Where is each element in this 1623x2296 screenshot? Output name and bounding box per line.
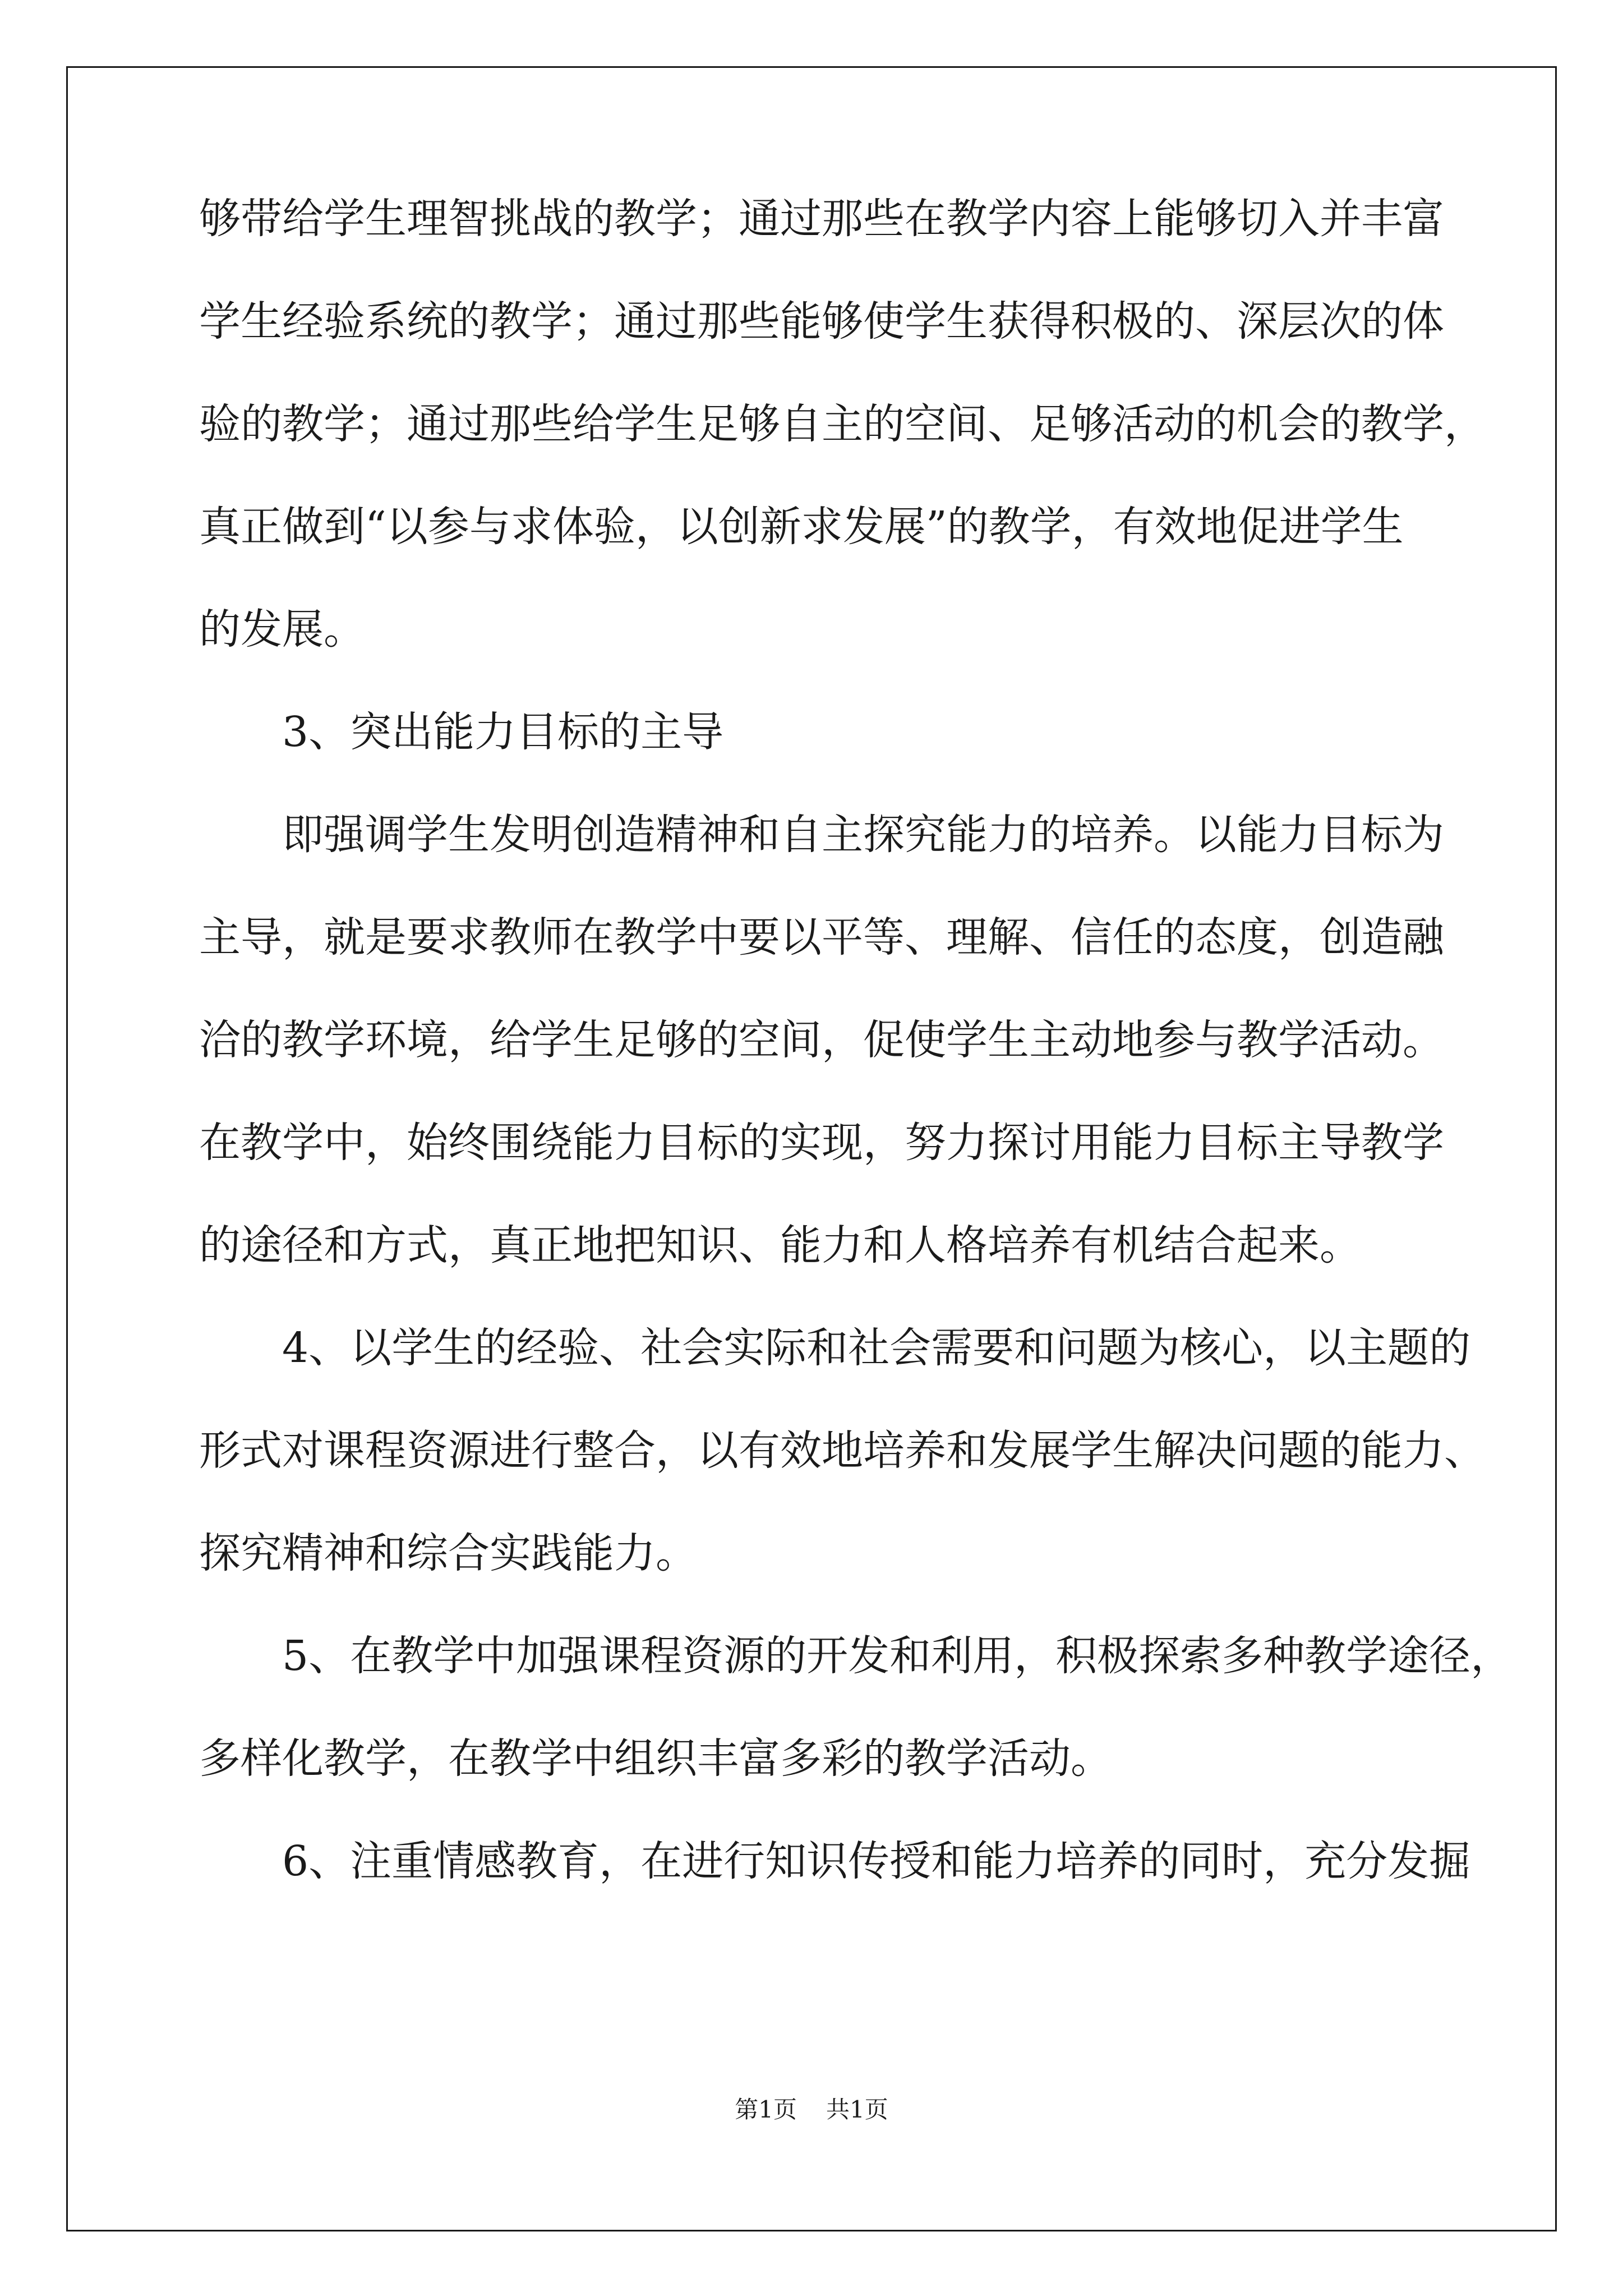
text-line: 形式对课程资源进行整合，以有效地培养和发展学生解决问题的能力、 bbox=[199, 1427, 1486, 1475]
text-line: 验的教学；通过那些给学生足够自主的空间、足够活动的机会的教学， bbox=[199, 400, 1486, 448]
page-number: 第1页 bbox=[735, 2096, 797, 2123]
text-line: 学生经验系统的教学；通过那些能够使学生获得积极的、深层次的体 bbox=[199, 297, 1444, 346]
page-footer bbox=[0, 2091, 1623, 2125]
text-line: 真正做到“以参与求体验，以创新求发展”的教学，有效地促进学生 bbox=[199, 503, 1404, 551]
text-line: 的途径和方式，真正地把知识、能力和人格培养有机结合起来。 bbox=[199, 1221, 1361, 1269]
text-line: 5、在教学中加强课程资源的开发和利用，积极探索多种教学途径， bbox=[282, 1632, 1513, 1680]
section-heading: 3、突出能力目标的主导 bbox=[282, 708, 724, 756]
page-total: 共1页 bbox=[826, 2096, 888, 2123]
text-line: 即强调学生发明创造精神和自主探究能力的培养。以能力目标为 bbox=[282, 811, 1444, 859]
text-line: 6、注重情感教育，在进行知识传授和能力培养的同时，充分发掘 bbox=[282, 1837, 1471, 1885]
text-line: 够带给学生理智挑战的教学；通过那些在教学内容上能够切入并丰富 bbox=[199, 195, 1444, 243]
text-line: 洽的教学环境，给学生足够的空间，促使学生主动地参与教学活动。 bbox=[199, 1016, 1444, 1064]
text-line: 4、以学生的经验、社会实际和社会需要和问题为核心，以主题的 bbox=[282, 1324, 1471, 1372]
text-line: 多样化教学，在教学中组织丰富多彩的教学活动。 bbox=[199, 1734, 1112, 1783]
text-line: 探究精神和综合实践能力。 bbox=[199, 1529, 697, 1577]
text-line: 在教学中，始终围绕能力目标的实现，努力探讨用能力目标主导教学 bbox=[199, 1119, 1444, 1167]
text-line: 主导，就是要求教师在教学中要以平等、理解、信任的态度，创造融 bbox=[199, 913, 1444, 961]
text-line: 的发展。 bbox=[199, 605, 365, 654]
